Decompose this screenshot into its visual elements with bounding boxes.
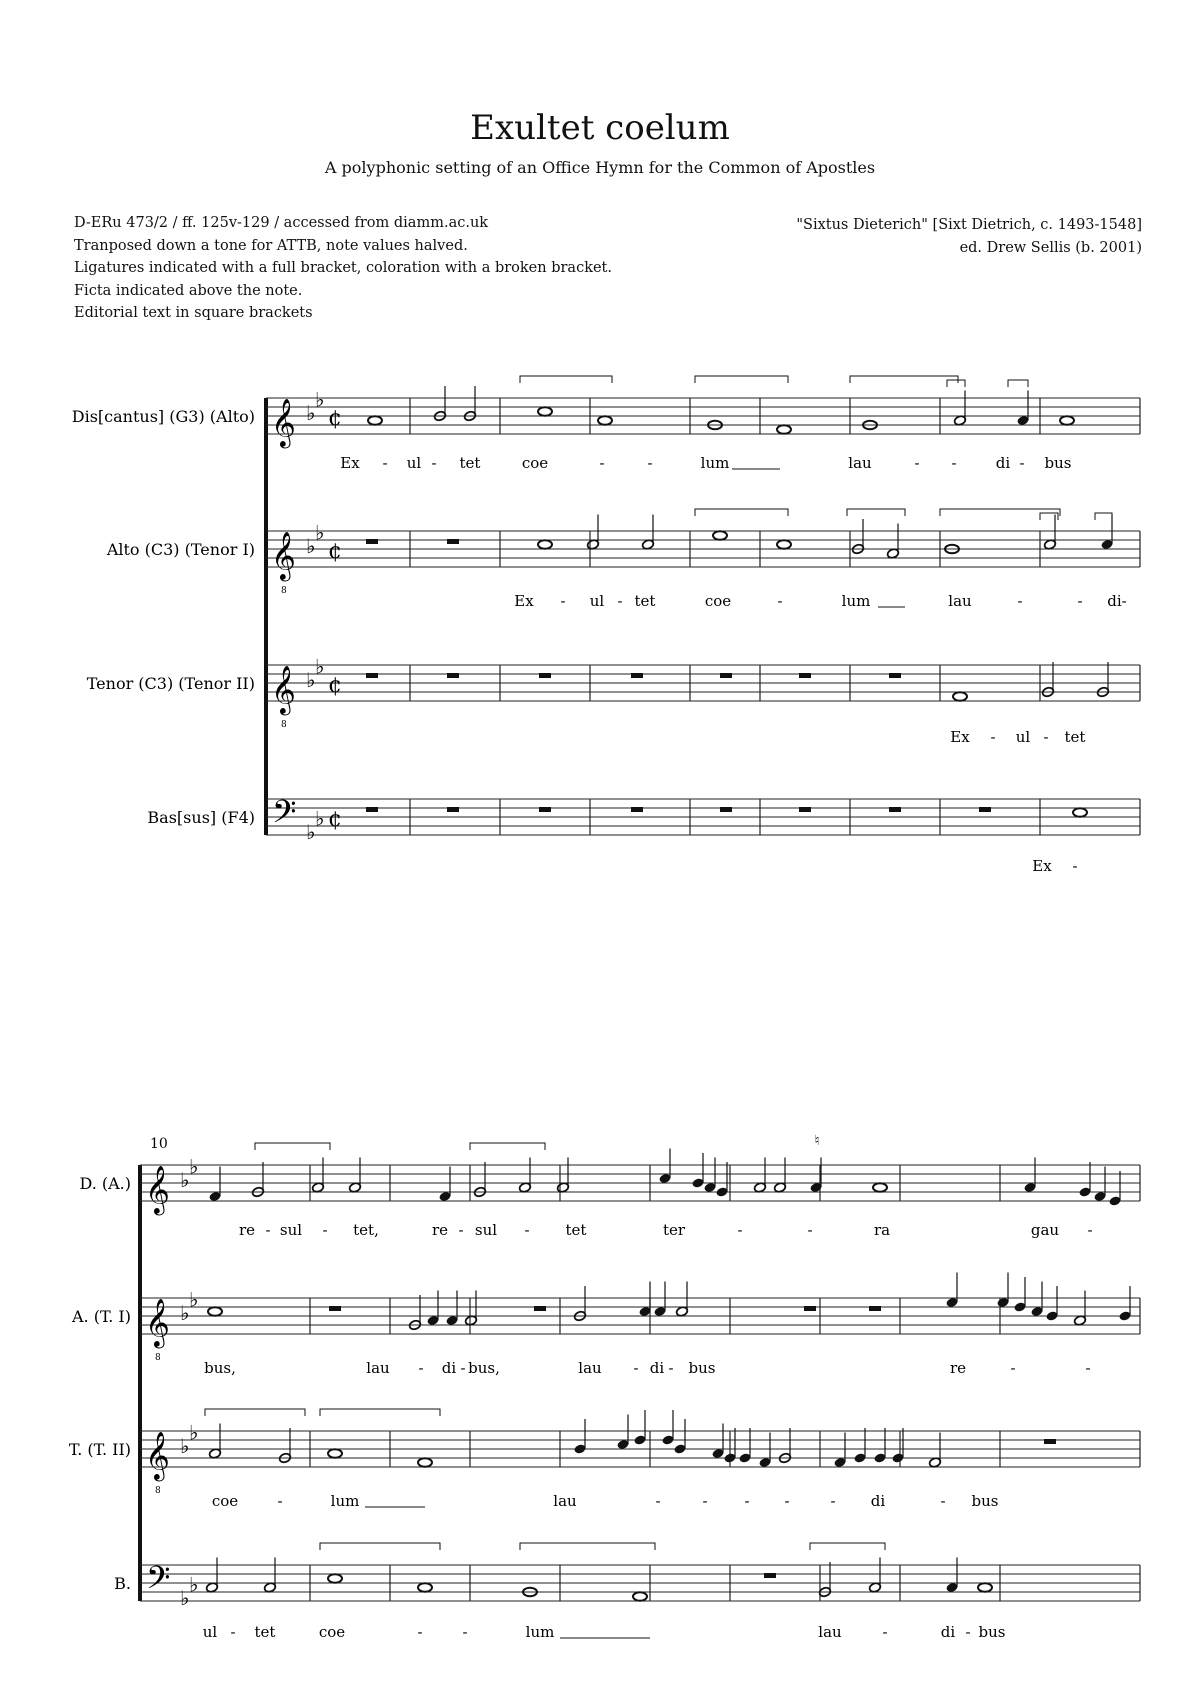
flat-icon: ♭ xyxy=(189,1154,199,1179)
treble-clef-icon: 𝄞 xyxy=(145,1297,170,1347)
score-title: Exultet coelum xyxy=(470,108,730,148)
lyric-syllable: - xyxy=(417,1623,423,1641)
whole-rest xyxy=(447,539,459,544)
ligature-bracket xyxy=(470,1143,545,1150)
treble-clef-icon: 𝄞 xyxy=(145,1430,170,1480)
lyric-syllable: - xyxy=(655,1492,661,1510)
lyric-syllable: - xyxy=(784,1492,790,1510)
whole-rest xyxy=(889,807,901,812)
whole-note xyxy=(713,531,727,539)
whole-rest xyxy=(366,539,378,544)
ligature-bracket xyxy=(695,376,788,383)
lyric-syllable: - xyxy=(882,1623,888,1641)
lyric-syllable: di xyxy=(649,1359,665,1377)
whole-rest xyxy=(764,1573,776,1578)
flat-icon: ♭ xyxy=(315,654,325,679)
lyric-syllable: lum xyxy=(330,1492,360,1510)
lyric-syllable: - xyxy=(914,454,920,472)
measure-number: 10 xyxy=(150,1136,168,1152)
lyric-syllable: - xyxy=(1085,1359,1091,1377)
lyric-syllable: - xyxy=(1077,592,1083,610)
score-subtitle: A polyphonic setting of an Office Hymn for the Common of Apostles xyxy=(324,158,876,177)
treble-clef-icon: 𝄞 xyxy=(271,397,296,447)
lyric-syllable: - xyxy=(990,728,996,746)
staff-name: Dis[cantus] (G3) (Alto) xyxy=(71,407,255,426)
flat-icon: ♭ xyxy=(315,806,325,831)
lyric-syllable: bus xyxy=(1044,454,1072,472)
lyric-syllable: - xyxy=(418,1359,424,1377)
system-1 xyxy=(72,376,1140,875)
lyric-syllable: - xyxy=(1072,857,1078,875)
lyric-syllable: bus, xyxy=(468,1359,500,1377)
lyric-syllable: - xyxy=(830,1492,836,1510)
whole-rest xyxy=(539,673,551,678)
lyric-syllable: - xyxy=(1010,1359,1016,1377)
lyric-syllable: - xyxy=(1019,454,1025,472)
staff-tenor-2 xyxy=(140,1409,1140,1510)
source-note: Ficta indicated above the note. xyxy=(74,282,303,299)
lyric-syllable: lau xyxy=(948,592,972,610)
octave-mark-icon: 8 xyxy=(155,1486,161,1497)
lyric-syllable: - xyxy=(560,592,566,610)
lyric-syllable: bus xyxy=(978,1623,1006,1641)
flat-icon: ♭ xyxy=(189,1572,199,1597)
whole-note xyxy=(208,1307,222,1315)
lyric-syllable: - xyxy=(744,1492,750,1510)
lyric-syllable: coe xyxy=(704,592,732,610)
lyric-syllable: - xyxy=(230,1623,236,1641)
ligature-bracket xyxy=(847,509,905,516)
lyric-syllable: - xyxy=(633,1359,639,1377)
lyric-syllable: ter xyxy=(662,1221,686,1239)
lyric-syllable: - xyxy=(460,1359,466,1377)
staff-name: D. (A.) xyxy=(79,1174,131,1193)
treble-clef-icon: 𝄞 xyxy=(145,1164,170,1214)
lyric-syllable: di xyxy=(940,1623,956,1641)
ligature-bracket xyxy=(695,509,788,516)
lyric-syllable: Ex xyxy=(1032,857,1052,875)
whole-rest xyxy=(799,673,811,678)
cut-time-icon: ¢ xyxy=(328,673,342,698)
whole-note xyxy=(538,540,552,548)
lyric-syllable: coe xyxy=(521,454,549,472)
whole-rest xyxy=(720,807,732,812)
ligature-bracket xyxy=(320,1543,440,1550)
ligature-bracket xyxy=(520,1543,655,1550)
lyric-syllable: lum xyxy=(700,454,730,472)
lyric-syllable: - xyxy=(1017,592,1023,610)
cut-time-icon: ¢ xyxy=(328,807,342,832)
flat-icon: ♭ xyxy=(189,1287,199,1312)
source-note: Editorial text in square brackets xyxy=(74,305,313,321)
staff-discantus xyxy=(266,376,1140,472)
whole-note xyxy=(1060,416,1074,424)
lyric-syllable: re xyxy=(949,1359,967,1377)
editor: ed. Drew Sellis (b. 2001) xyxy=(959,239,1142,256)
ligature-bracket xyxy=(1008,380,1028,387)
octave-mark-icon: 8 xyxy=(281,586,287,597)
lyric-syllable: di- xyxy=(1107,592,1127,610)
lyric-syllable: gau xyxy=(1030,1221,1060,1239)
whole-rest xyxy=(447,807,459,812)
staff-discantus-2 xyxy=(140,1133,1140,1239)
whole-note xyxy=(368,416,382,424)
lyric-syllable: Ex xyxy=(950,728,970,746)
whole-note xyxy=(538,407,552,415)
lyric-syllable: di xyxy=(441,1359,457,1377)
lyric-syllable: lau xyxy=(578,1359,602,1377)
lyric-syllable: lau xyxy=(553,1492,577,1510)
lyric-syllable: Ex xyxy=(340,454,360,472)
lyric-syllable: tet xyxy=(254,1623,276,1641)
source-note: D-ERu 473/2 / ff. 125v-129 / accessed from diamm.ac.uk xyxy=(74,215,489,231)
whole-rest xyxy=(631,673,643,678)
ligature-bracket xyxy=(205,1409,305,1416)
treble-clef-icon: 𝄞 xyxy=(271,664,296,714)
whole-rest xyxy=(1044,1439,1056,1444)
staff-name: Bas[sus] (F4) xyxy=(147,808,255,827)
lyric-syllable: bus xyxy=(971,1492,999,1510)
lyric-syllable: - xyxy=(737,1221,743,1239)
composer: "Sixtus Dieterich" [Sixt Dietrich, c. 1493-1548] xyxy=(796,217,1142,233)
octave-mark-icon: 8 xyxy=(281,720,287,731)
whole-note xyxy=(633,1592,647,1600)
lyric-syllable: ul xyxy=(589,592,605,610)
ligature-bracket xyxy=(810,1543,885,1550)
flat-icon: ♭ xyxy=(315,520,325,545)
ligature-bracket xyxy=(850,376,958,383)
whole-note xyxy=(873,1183,887,1191)
flat-icon: ♭ xyxy=(189,1420,199,1445)
whole-rest xyxy=(366,673,378,678)
flat-icon: ♭ xyxy=(180,1301,190,1325)
flat-icon: ♭ xyxy=(180,1434,190,1458)
whole-note xyxy=(418,1583,432,1591)
staff-name: Alto (C3) (Tenor I) xyxy=(106,540,255,559)
staff-tenor xyxy=(266,655,1140,747)
flat-icon: ♭ xyxy=(180,1168,190,1192)
flat-icon: ♭ xyxy=(306,401,316,425)
ligature-bracket xyxy=(947,380,965,387)
whole-note xyxy=(978,1583,992,1591)
ficta-natural-icon: ♮ xyxy=(814,1133,820,1149)
lyric-syllable: di xyxy=(870,1492,886,1510)
lyric-syllable: - xyxy=(1043,728,1049,746)
staff-alto xyxy=(266,509,1140,610)
lyric-syllable: - xyxy=(277,1492,283,1510)
whole-rest xyxy=(720,673,732,678)
lyric-syllable: ul xyxy=(406,454,422,472)
flat-icon: ♭ xyxy=(315,387,325,412)
staff-name: Tenor (C3) (Tenor II) xyxy=(86,674,255,693)
whole-rest xyxy=(539,807,551,812)
ligature-bracket xyxy=(255,1143,330,1150)
whole-note xyxy=(328,1449,342,1457)
lyric-syllable: - xyxy=(617,592,623,610)
lyric-syllable: - xyxy=(458,1221,464,1239)
staff-name: B. xyxy=(114,1574,131,1593)
flat-icon: ♭ xyxy=(306,534,316,558)
whole-note xyxy=(1073,808,1087,816)
whole-rest xyxy=(869,1306,881,1311)
lyric-syllable: di xyxy=(995,454,1011,472)
lyric-syllable: ra xyxy=(873,1221,891,1239)
ligature-bracket xyxy=(1095,513,1112,520)
cut-time-icon: ¢ xyxy=(328,539,342,564)
lyric-syllable: sul xyxy=(474,1221,498,1239)
lyric-syllable: ul xyxy=(1015,728,1031,746)
lyric-syllable: - xyxy=(965,1623,971,1641)
lyric-syllable: - xyxy=(647,454,653,472)
lyric-syllable: tet, xyxy=(353,1221,379,1239)
lyric-syllable: bus xyxy=(688,1359,716,1377)
lyric-syllable: lum xyxy=(525,1623,555,1641)
whole-note xyxy=(418,1458,432,1466)
lyric-syllable: ul xyxy=(202,1623,218,1641)
lyric-syllable: bus, xyxy=(204,1359,236,1377)
lyric-syllable: coe xyxy=(318,1623,346,1641)
flat-icon: ♭ xyxy=(306,820,316,844)
flat-icon: ♭ xyxy=(180,1586,190,1610)
whole-rest xyxy=(366,807,378,812)
whole-rest xyxy=(889,673,901,678)
source-note: Tranposed down a tone for ATTB, note values halved. xyxy=(74,237,468,254)
whole-rest xyxy=(799,807,811,812)
lyric-syllable: coe xyxy=(211,1492,239,1510)
lyric-syllable: - xyxy=(524,1221,530,1239)
source-note: Ligatures indicated with a full bracket, coloration with a broken bracket. xyxy=(74,260,612,276)
lyric-syllable: - xyxy=(382,454,388,472)
lyric-syllable: tet xyxy=(634,592,656,610)
lyric-syllable: lau xyxy=(818,1623,842,1641)
lyric-syllable: - xyxy=(431,454,437,472)
system-2 xyxy=(69,1133,1140,1641)
lyric-syllable: re xyxy=(431,1221,449,1239)
ligature-bracket xyxy=(520,376,612,383)
whole-note xyxy=(328,1574,342,1582)
treble-clef-icon: 𝄞 xyxy=(271,530,296,580)
staff-bassus-2 xyxy=(140,1543,1140,1641)
lyric-syllable: - xyxy=(940,1492,946,1510)
lyric-syllable: - xyxy=(1087,1221,1093,1239)
lyric-syllable: - xyxy=(668,1359,674,1377)
cut-time-icon: ¢ xyxy=(328,406,342,431)
lyric-syllable: - xyxy=(265,1221,271,1239)
lyric-syllable: tet xyxy=(1064,728,1086,746)
whole-note xyxy=(777,425,791,433)
bass-clef-icon: 𝄢 xyxy=(146,1559,171,1604)
lyric-syllable: - xyxy=(702,1492,708,1510)
lyric-syllable: sul xyxy=(279,1221,303,1239)
whole-note xyxy=(777,540,791,548)
whole-rest xyxy=(534,1306,546,1311)
staff-bassus xyxy=(266,794,1140,875)
whole-rest xyxy=(447,673,459,678)
bass-clef-icon: 𝄢 xyxy=(272,793,297,838)
lyric-syllable: tet xyxy=(565,1221,587,1239)
whole-rest xyxy=(631,807,643,812)
octave-mark-icon: 8 xyxy=(155,1353,161,1364)
ligature-bracket xyxy=(320,1409,440,1416)
staff-name: A. (T. I) xyxy=(71,1307,131,1326)
lyric-syllable: tet xyxy=(459,454,481,472)
whole-rest xyxy=(979,807,991,812)
whole-rest xyxy=(329,1306,341,1311)
lyric-syllable: lau xyxy=(848,454,872,472)
lyric-syllable: - xyxy=(951,454,957,472)
lyric-syllable: - xyxy=(322,1221,328,1239)
whole-note xyxy=(953,692,967,700)
lyric-syllable: - xyxy=(462,1623,468,1641)
lyric-syllable: Ex xyxy=(514,592,534,610)
lyric-syllable: lum xyxy=(841,592,871,610)
lyric-syllable: re xyxy=(238,1221,256,1239)
lyric-syllable: - xyxy=(777,592,783,610)
lyric-syllable: - xyxy=(599,454,605,472)
lyric-syllable: lau xyxy=(366,1359,390,1377)
flat-icon: ♭ xyxy=(306,668,316,692)
lyric-syllable: - xyxy=(807,1221,813,1239)
whole-note xyxy=(598,416,612,424)
whole-rest xyxy=(804,1306,816,1311)
staff-alto-2 xyxy=(140,1273,1140,1378)
staff-name: T. (T. II) xyxy=(68,1440,131,1459)
